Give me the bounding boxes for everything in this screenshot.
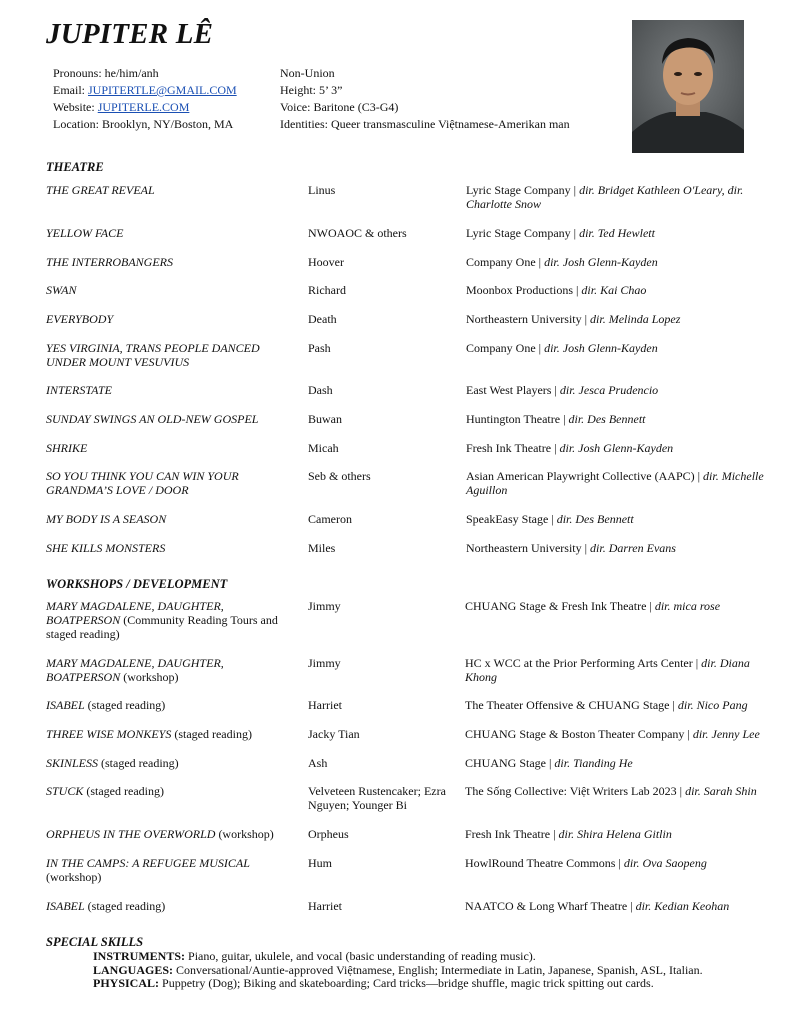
role: Harriet bbox=[308, 899, 342, 913]
company-director: Moonbox Productions | dir. Kai Chao bbox=[466, 283, 647, 297]
show-title: INTERSTATE bbox=[46, 383, 113, 397]
show-title: STUCK (staged reading) bbox=[46, 784, 164, 798]
company-director: Fresh Ink Theatre | dir. Josh Glenn-Kayden bbox=[466, 441, 674, 455]
role: Micah bbox=[308, 441, 339, 455]
show-title: THREE WISE MONKEYS (staged reading) bbox=[46, 727, 252, 741]
role: Orpheus bbox=[308, 827, 349, 841]
company-director: NAATCO & Long Wharf Theatre | dir. Kedian Keohan bbox=[465, 899, 730, 913]
company-director: CHUANG Stage & Fresh Ink Theatre | dir. mica rose bbox=[465, 599, 721, 613]
email-link[interactable]: JUPITERTLE@GMAIL.COM bbox=[88, 83, 237, 97]
company-director: Lyric Stage Company | dir. Bridget Kathleen O'Leary, dir. Charlotte Snow bbox=[466, 183, 744, 211]
company-director: Company One | dir. Josh Glenn-Kayden bbox=[466, 341, 658, 355]
headshot-photo bbox=[632, 20, 744, 153]
website-line: Website: JUPITERLE.COM bbox=[53, 100, 190, 114]
show-title: MARY MAGDALENE, DAUGHTER, BOATPERSON (workshop) bbox=[46, 656, 224, 684]
voice: Voice: Baritone (C3-G4) bbox=[280, 100, 399, 114]
role: Death bbox=[308, 312, 337, 326]
skill-languages: LANGUAGES: Conversational/Auntie-approved Việtnamese, English; Intermediate in Latin, Japanese, Spanish, ASL, Italian. bbox=[93, 962, 703, 977]
show-title: ORPHEUS IN THE OVERWORLD (workshop) bbox=[46, 827, 274, 841]
show-title: MY BODY IS A SEASON bbox=[46, 512, 167, 526]
company-director: HowlRound Theatre Commons | dir. Ova Saopeng bbox=[465, 856, 707, 870]
height: Height: 5’ 3” bbox=[280, 83, 343, 97]
role: Jacky Tian bbox=[308, 727, 360, 741]
show-title: THE GREAT REVEAL bbox=[46, 183, 155, 197]
role: Ash bbox=[308, 756, 328, 770]
company-director: Northeastern University | dir. Darren Evans bbox=[466, 541, 676, 555]
role: Jimmy bbox=[308, 656, 341, 670]
company-director: Fresh Ink Theatre | dir. Shira Helena Gitlin bbox=[465, 827, 672, 841]
role: Seb & others bbox=[308, 469, 371, 483]
company-director: Northeastern University | dir. Melinda Lopez bbox=[466, 312, 681, 326]
role: Pash bbox=[308, 341, 331, 355]
skill-physical: PHYSICAL: Puppetry (Dog); Biking and skateboarding; Card tricks—bridge shuffle, magic trick spitting out cards. bbox=[93, 976, 654, 990]
show-title: MARY MAGDALENE, DAUGHTER, BOATPERSON (Community Reading Tours and staged reading) bbox=[46, 599, 278, 641]
website-link[interactable]: JUPITERLE.COM bbox=[97, 100, 190, 114]
role: Miles bbox=[308, 541, 336, 555]
show-title: SHRIKE bbox=[46, 441, 88, 455]
role: Dash bbox=[308, 383, 333, 397]
company-director: Huntington Theatre | dir. Des Bennett bbox=[466, 412, 646, 426]
company-director: HC x WCC at the Prior Performing Arts Center | dir. Diana Khong bbox=[465, 656, 750, 684]
show-title: ISABEL (staged reading) bbox=[46, 899, 166, 913]
role: NWOAOC & others bbox=[308, 226, 407, 240]
show-title: SHE KILLS MONSTERS bbox=[46, 541, 166, 555]
show-title: SKINLESS (staged reading) bbox=[46, 756, 179, 770]
show-title: SO YOU THINK YOU CAN WIN YOUR GRANDMA’S LOVE / DOOR bbox=[46, 469, 239, 497]
workshops-section-title: WORKSHOPS / DEVELOPMENT bbox=[46, 577, 228, 591]
company-director: Company One | dir. Josh Glenn-Kayden bbox=[466, 255, 658, 269]
skills-list bbox=[93, 950, 773, 991]
identities: Identities: Queer transmasculine Việtnamese-Amerikan man bbox=[280, 117, 570, 131]
email-line: Email: JUPITERTLE@GMAIL.COM bbox=[53, 83, 237, 97]
company-director: The Theater Offensive & CHUANG Stage | dir. Nico Pang bbox=[465, 698, 748, 712]
role: Harriet bbox=[308, 698, 342, 712]
show-title: YES VIRGINIA, TRANS PEOPLE DANCED UNDER MOUNT VESUVIUS bbox=[46, 341, 260, 369]
role: Jimmy bbox=[308, 599, 341, 613]
role: Cameron bbox=[308, 512, 352, 526]
company-director: The Sống Collective: Việt Writers Lab 2023 | dir. Sarah Shin bbox=[465, 784, 757, 798]
pronouns: Pronouns: he/him/anh bbox=[53, 66, 159, 80]
theatre-section-title: THEATRE bbox=[46, 160, 104, 174]
headshot-image bbox=[632, 20, 744, 153]
role: Hoover bbox=[308, 255, 344, 269]
company-director: SpeakEasy Stage | dir. Des Bennett bbox=[466, 512, 634, 526]
role: Richard bbox=[308, 283, 346, 297]
resume-name: JUPITER LÊ bbox=[46, 18, 214, 50]
show-title: ISABEL (staged reading) bbox=[46, 698, 166, 712]
company-director: East West Players | dir. Jesca Prudencio bbox=[466, 383, 659, 397]
show-title: EVERYBODY bbox=[46, 312, 114, 326]
show-title: SUNDAY SWINGS AN OLD-NEW GOSPEL bbox=[46, 412, 259, 426]
role: Buwan bbox=[308, 412, 342, 426]
role: Velveteen Rustencaker; Ezra Nguyen; Younger Bi bbox=[308, 784, 446, 812]
company-director: CHUANG Stage | dir. Tianding He bbox=[465, 756, 633, 770]
show-title: IN THE CAMPS: A REFUGEE MUSICAL (workshop) bbox=[46, 856, 250, 884]
company-director: Lyric Stage Company | dir. Ted Hewlett bbox=[466, 226, 655, 240]
show-title: THE INTERROBANGERS bbox=[46, 255, 173, 269]
show-title: YELLOW FACE bbox=[46, 226, 124, 240]
skill-instruments: INSTRUMENTS: Piano, guitar, ukulele, and vocal (basic understanding of reading music). bbox=[93, 949, 536, 963]
skills-section-title: SPECIAL SKILLS bbox=[46, 935, 144, 949]
contact-info bbox=[53, 65, 237, 133]
role: Linus bbox=[308, 183, 336, 197]
role: Hum bbox=[308, 856, 332, 870]
show-title: SWAN bbox=[46, 283, 77, 297]
company-director: Asian American Playwright Collective (AAPC) | dir. Michelle Aguillon bbox=[466, 469, 764, 497]
union-status: Non-Union bbox=[280, 66, 335, 80]
location: Location: Brooklyn, NY/Boston, MA bbox=[53, 117, 234, 131]
company-director: CHUANG Stage & Boston Theater Company | dir. Jenny Lee bbox=[465, 727, 760, 741]
physical-info bbox=[280, 65, 570, 133]
